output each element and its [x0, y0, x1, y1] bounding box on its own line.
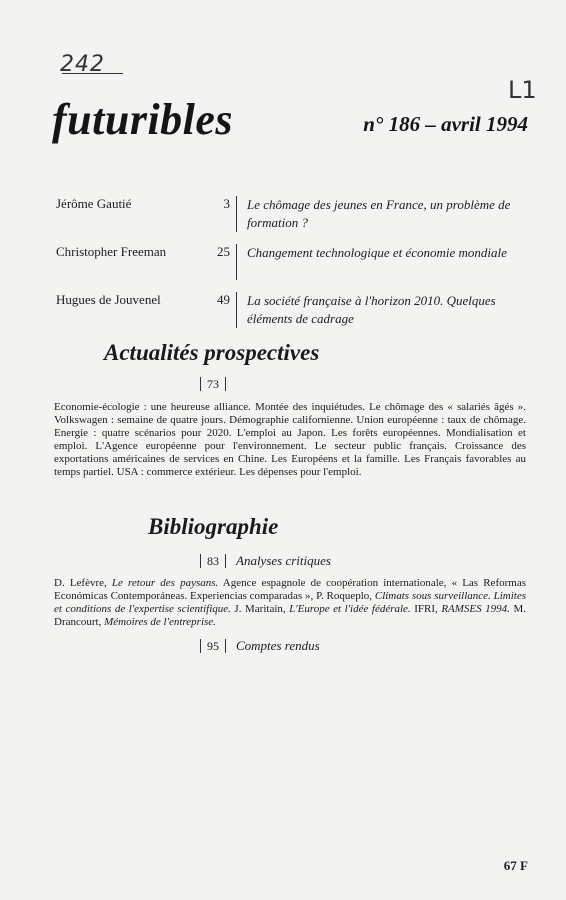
bib-book-title: Mémoires de l'entreprise. [104, 616, 216, 628]
section-heading-bibliographie: Bibliographie [148, 514, 279, 539]
subsection-label: Analyses critiques [236, 553, 331, 568]
issue-number: n° 186 – avril 1994 [363, 112, 528, 136]
toc-title: Le chômage des jeunes en France, un problème de formation ? [247, 197, 511, 230]
page-number: 73 [200, 377, 226, 391]
toc-title: Changement technologique et économie mondiale [247, 245, 507, 260]
handwritten-number: 242 [60, 52, 105, 77]
actualites-summary: Economie-écologie : une heureuse alliance. Montée des inquiétudes. Le chômage des « salariés âgés ». Volkswagen : semaine de quatre jours. Démographie californienne. Union européenne : taux de chômage. Energie : quatre scénarios pour 2020. L'emploi au Japon. Les forêts européennes. Mondialisation et emploi. L'Agence européenne pour l'environnement. Le secteur public français. Croissance des exportations américaines de services en Chine. Les Européens et la famille. Les Français favorables au temps partiel. USA : commerce extérieur. Les dépenses pour l'emploi. [54, 401, 526, 478]
bib-text: IFRI, [410, 603, 442, 615]
toc-title: La société française à l'horizon 2010. Quelques éléments de cadrage [247, 293, 496, 326]
bibliographie-list [54, 577, 526, 629]
comptes-rendus-ref[interactable] [200, 638, 320, 654]
toc-row[interactable] [56, 196, 526, 232]
bib-text: Agence espagnole de coopération internationale, « Las Reformas Económicas Contemporáneas. Experiencias comparadas », P. Roqueplo, [54, 577, 526, 602]
bib-book-title: L'Europe et l'idée fédérale. [289, 603, 411, 615]
actualites-page-ref[interactable] [200, 377, 226, 392]
bib-text: D. Lefèvre, [54, 577, 112, 589]
masthead-title: futuribles [52, 95, 234, 144]
toc-row[interactable] [56, 244, 526, 280]
bib-text: M. Drancourt, [54, 603, 527, 628]
page-number: 95 [200, 639, 226, 653]
toc-row[interactable] [56, 292, 526, 328]
table-of-contents [56, 196, 526, 340]
analyses-critiques-ref[interactable] [200, 553, 331, 569]
handwritten-code: L1 [508, 76, 537, 104]
bib-book-title: Climats sous surveillance. Limites et conditions de l'expertise scientifique. [54, 590, 526, 615]
toc-page: 25 [194, 244, 237, 280]
toc-author: Christopher Freeman [56, 244, 167, 259]
bib-book-title: RAMSES 1994. [441, 603, 510, 615]
toc-page: 3 [194, 196, 237, 232]
section-heading-actualites: Actualités prospectives [104, 340, 320, 365]
toc-author: Hugues de Jouvenel [56, 292, 161, 307]
page-number: 83 [200, 554, 226, 568]
toc-page: 49 [194, 292, 237, 328]
toc-author: Jérôme Gautié [56, 196, 132, 211]
bib-book-title: Le retour des paysans. [111, 577, 219, 589]
price-label: 67 F [503, 858, 528, 873]
bib-text: J. Maritain, [230, 603, 290, 615]
subsection-label: Comptes rendus [236, 638, 320, 653]
